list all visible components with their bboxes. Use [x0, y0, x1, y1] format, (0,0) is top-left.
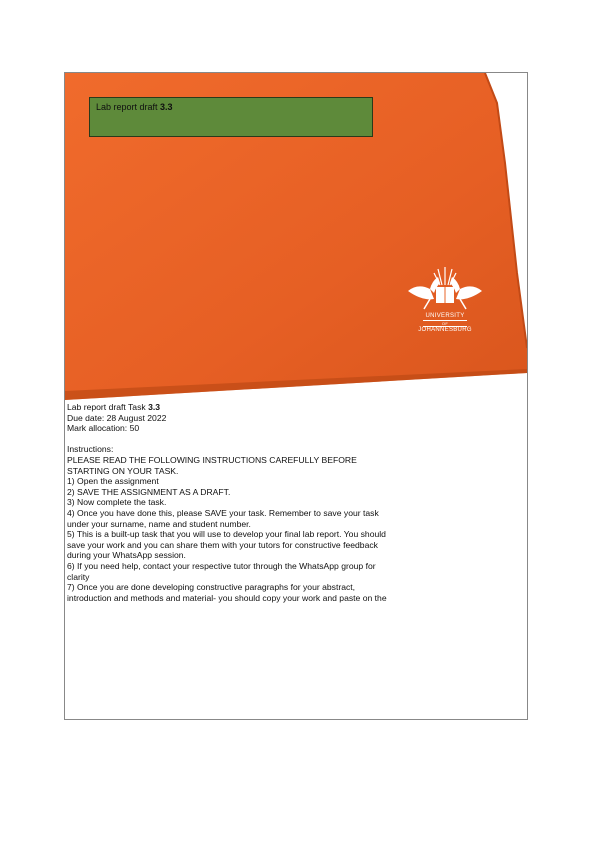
- task-title-number: 3.3: [148, 402, 161, 412]
- document-body: [67, 402, 523, 603]
- instruction-line: 4) Once you have done this, please SAVE your task. Remember to save your task: [67, 507, 379, 518]
- instruction-line: during your WhatsApp session.: [67, 550, 186, 561]
- instruction-line: 7) Once you are done developing constructive paragraphs for your abstract,: [67, 582, 356, 593]
- due-date: Due date: 28 August 2022: [67, 412, 167, 423]
- task-title: [67, 402, 523, 413]
- cover-title-number: 3.3: [160, 102, 173, 112]
- instruction-line: 5) This is a built-up task that you will use to develop your final lab report. You should: [67, 529, 386, 540]
- instructions-heading: Instructions:: [67, 444, 114, 455]
- task-title-prefix: Lab report draft Task: [67, 402, 149, 412]
- cover-title-box: [89, 97, 373, 137]
- spacer: [67, 434, 523, 445]
- university-emblem-icon: [400, 263, 490, 313]
- instruction-line: 2) SAVE THE ASSIGNMENT AS A DRAFT.: [67, 486, 231, 497]
- instruction-line: introduction and methods and material- you should copy your work and paste on the: [67, 592, 387, 603]
- document-page: [64, 72, 528, 720]
- instruction-line: clarity: [67, 571, 90, 582]
- university-logo: [400, 263, 490, 343]
- instruction-line: STARTING ON YOUR TASK.: [67, 465, 179, 476]
- instruction-line: 3) Now complete the task.: [67, 497, 167, 508]
- instruction-line: save your work and you can share them with your tutors for constructive feedback: [67, 539, 378, 550]
- cover-title-prefix: Lab report draft: [96, 102, 161, 112]
- mark-allocation: Mark allocation: 50: [67, 423, 140, 434]
- logo-text-city: JOHANNESBURG: [418, 327, 472, 333]
- instruction-line: PLEASE READ THE FOLLOWING INSTRUCTIONS CAREFULLY BEFORE: [67, 454, 357, 465]
- logo-text-university: UNIVERSITY: [425, 313, 465, 319]
- cover-image: [65, 73, 527, 400]
- instruction-line: 1) Open the assignment: [67, 476, 159, 487]
- instruction-line: under your surname, name and student number.: [67, 518, 251, 529]
- university-name: [400, 313, 490, 334]
- logo-text-of: OF: [423, 320, 467, 327]
- instruction-line: 6) If you need help, contact your respective tutor through the WhatsApp group for: [67, 560, 376, 571]
